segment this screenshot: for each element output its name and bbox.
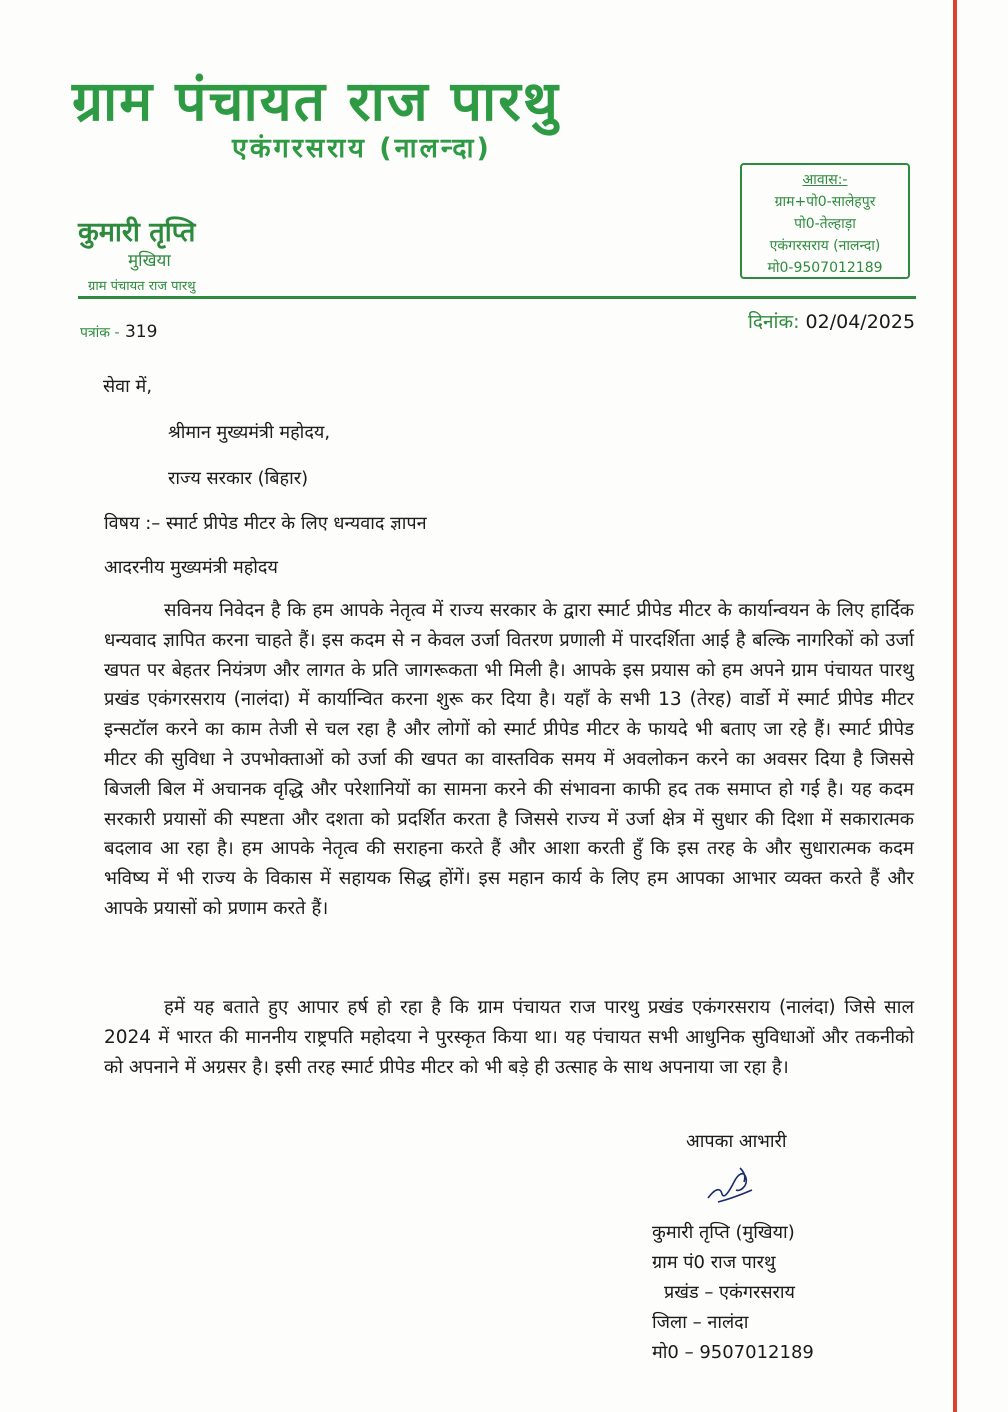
mukhiya-org: ग्राम पंचायत राज पारथु xyxy=(88,279,196,294)
subject-line: विषय :– स्मार्ट प्रीपेड मीटर के लिए धन्यवाद ज्ञापन xyxy=(104,513,427,534)
mukhiya-role: मुखिया xyxy=(128,251,171,271)
letter-number-value: 319 xyxy=(124,322,158,342)
recipient: श्रीमान मुख्यमंत्री महोदय, xyxy=(168,422,331,443)
signatory-line-3: जिला – नालंदा xyxy=(652,1312,749,1333)
address-line-4: मो0-9507012189 xyxy=(767,260,883,276)
greeting: आदरनीय मुख्यमंत्री महोदय xyxy=(104,557,278,578)
address-line-2: पो0-तेल्हाड़ा xyxy=(794,216,856,232)
signatory-line-4: मो0 – 9507012189 xyxy=(652,1342,814,1363)
address-heading: आवास:- xyxy=(802,172,848,188)
letterhead-title: ग्राम पंचायत राज पारथु xyxy=(72,69,560,133)
date-label: दिनांक: xyxy=(748,311,800,333)
letter-number xyxy=(80,322,157,342)
signatory-line-1: ग्राम पं0 राज पारथु xyxy=(652,1252,776,1273)
letterhead-divider xyxy=(78,296,916,299)
letter-date xyxy=(748,308,915,334)
body-paragraph-2: हमें यह बताते हुए आपार हर्ष हो रहा है कि ग्राम पंचायत राज पारथु प्रखंड एकंगरसराय (नालंदा) जिसे साल 2024 में भारत की माननीय राष्ट्रपति महोदया ने पुरस्कृत किया था। यह पंचायत सभी आधुनिक सुविधाओं और तकनीको को अपनाने में अग्रसर है। इसी तरह स्मार्ट प्रीपेड मीटर को भी बड़े ही उत्साह के साथ अपनाया जा रहा है। xyxy=(104,997,914,1078)
address-box xyxy=(740,163,910,279)
recipient-office: राज्य सरकार (बिहार) xyxy=(168,468,309,489)
mukhiya-name: कुमारी तृप्ति xyxy=(78,217,196,248)
signature-image xyxy=(700,1160,760,1208)
signatory-line-2: प्रखंड – एकंगरसराय xyxy=(664,1282,795,1303)
signatory-name: कुमारी तृप्ति (मुखिया) xyxy=(652,1222,795,1243)
date-value: 02/04/2025 xyxy=(805,311,916,333)
letterhead-subtitle: एकंगरसराय (नालन्दा) xyxy=(232,133,492,164)
right-border-line xyxy=(953,0,957,1412)
address-line-3: एकंगरसराय (नालन्दा) xyxy=(769,238,881,254)
letter-number-label: पत्रांक - xyxy=(80,325,120,341)
closing-thanks: आपका आभारी xyxy=(686,1131,787,1152)
address-line-1: ग्राम+पो0-सालेहपुर xyxy=(774,194,876,210)
salutation: सेवा में, xyxy=(103,376,153,397)
body-paragraph-1: सविनय निवेदन है कि हम आपके नेतृत्व में राज्य सरकार के द्वारा स्मार्ट प्रीपेड मीटर के कार्यान्वयन के लिए हार्दिक धन्यवाद ज्ञापित करना चाहते हैं। इस कदम से न केवल उर्जा वितरण प्रणाली में पारदर्शिता आई है बल्कि नागरिकों को उर्जा खपत पर बेहतर नियंत्रण और लागत के प्रति जागरूकता भी मिली है। आपके इस प्रयास को हम अपने ग्राम पंचायत पारथु प्रखंड एकंगरसराय (नालंदा) में कार्यान्वित करना शुरू कर दिया है। यहाँ के सभी 13 (तेरह) वार्डो में स्मार्ट प्रीपेड मीटर इन्सटॉल करने का काम तेजी से चल रहा है और लोगों को स्मार्ट प्रीपेड मीटर के फायदे भी बताए जा रहे हैं। स्मार्ट प्रीपेड मीटर की सुविधा ने उपभोक्ताओं को उर्जा की खपत का वास्तविक समय में अवलोकन करने का अवसर दिया है जिससे बिजली बिल में अचानक वृद्धि और परेशानियों का सामना करने की संभावना काफी हद तक समाप्त हो गई है। यह कदम सरकारी प्रयासों की स्पष्टता और दशता को प्रदर्शित करता है जिससे राज्य में उर्जा क्षेत्र में सुधार की दिशा में सकारात्मक बदलाव आ रहा है। हम आपके नेतृत्व की सराहना करते हैं और आशा करती हुँ कि इस तरह के और सुधारात्मक कदम भविष्य में भी राज्य के विकास में सहायक सिद्ध होंगें। इस महान कार्य के लिए हम आपका आभार व्यक्त करते हैं और आपके प्रयासों को प्रणाम करते हैं। xyxy=(104,600,914,919)
